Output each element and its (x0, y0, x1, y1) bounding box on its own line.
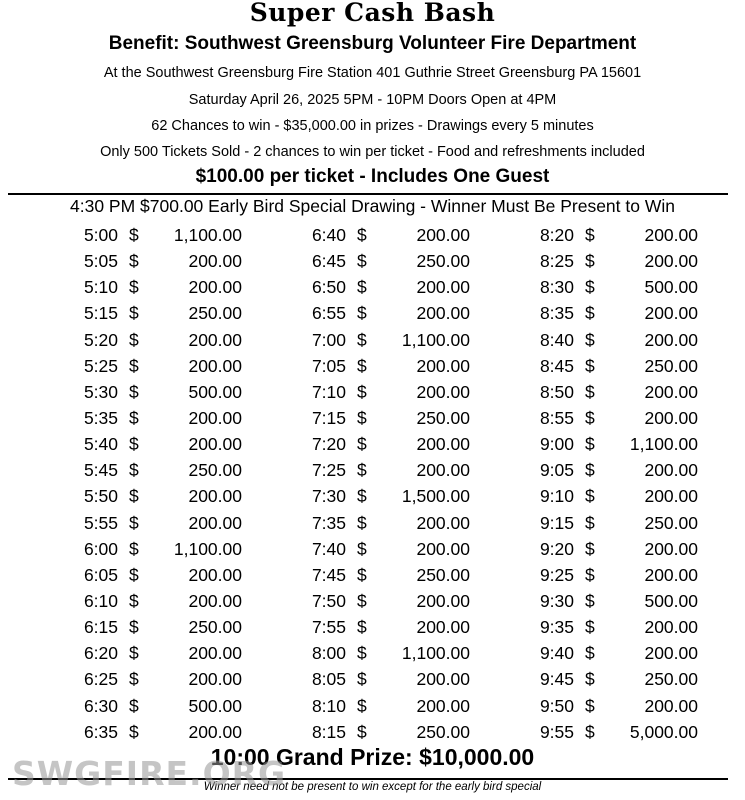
prize-amount: 200.00 (188, 251, 242, 272)
schedule-row (308, 405, 548, 431)
prize-amount: 200.00 (644, 225, 698, 245)
drawing-time: 5:05 (83, 251, 118, 272)
currency-symbol: $ (129, 329, 139, 350)
schedule-row (536, 222, 745, 248)
currency-symbol: $ (129, 251, 139, 272)
schedule-row (80, 248, 320, 274)
drawing-time: 8:10 (311, 695, 346, 716)
drawing-time: 8:20 (539, 225, 574, 245)
prize-amount: 1,100.00 (173, 538, 242, 559)
prize-amount: 1,100.00 (401, 329, 470, 350)
drawing-time: 6:05 (83, 564, 118, 585)
prize-amount: 200.00 (188, 486, 242, 507)
currency-symbol: $ (585, 486, 595, 507)
currency-symbol: $ (129, 590, 139, 611)
drawing-time: 7:45 (311, 564, 346, 585)
drawing-time: 9:15 (539, 512, 574, 533)
drawing-time: 9:30 (539, 590, 574, 611)
currency-symbol: $ (129, 721, 139, 742)
prize-amount: 200.00 (644, 695, 698, 716)
drawing-time: 5:40 (83, 434, 118, 455)
prize-amount: 200.00 (188, 277, 242, 298)
prize-amount: 200.00 (644, 251, 698, 272)
schedule-row (80, 457, 320, 483)
prize-amount: 200.00 (188, 564, 242, 585)
drawing-time: 8:30 (539, 277, 574, 298)
prize-amount: 200.00 (644, 407, 698, 428)
prize-amount: 1,100.00 (629, 434, 698, 455)
drawing-time: 7:10 (311, 381, 346, 402)
schedule-row (308, 719, 548, 745)
drawing-time: 9:35 (539, 617, 574, 638)
drawing-time: 8:35 (539, 303, 574, 324)
drawing-time: 8:05 (311, 669, 346, 690)
early-bird-line: 4:30 PM $700.00 Early Bird Special Drawing - Winner Must Be Present to Win (70, 196, 675, 216)
prize-amount: 200.00 (416, 695, 470, 716)
chances-line: 62 Chances to win - $35,000.00 in prizes - Drawings every 5 minutes (151, 118, 594, 134)
drawing-time: 8:00 (311, 643, 346, 664)
drawing-time: 6:35 (83, 721, 118, 742)
currency-symbol: $ (585, 669, 595, 690)
schedule-row (308, 431, 548, 457)
schedule-row (80, 327, 320, 353)
prize-amount: 5,000.00 (629, 721, 698, 742)
schedule-row (80, 719, 320, 745)
prize-amount: 200.00 (644, 329, 698, 350)
prize-amount: 200.00 (188, 721, 242, 742)
schedule-row (308, 379, 548, 405)
prize-amount: 200.00 (416, 355, 470, 376)
prize-amount: 200.00 (644, 538, 698, 559)
drawing-time: 6:15 (83, 617, 118, 638)
schedule-row (80, 614, 320, 640)
prize-amount: 250.00 (416, 721, 470, 742)
schedule-row (536, 483, 745, 509)
schedule-row (80, 588, 320, 614)
prize-amount: 250.00 (644, 512, 698, 533)
drawing-time: 6:10 (83, 590, 118, 611)
currency-symbol: $ (585, 277, 595, 298)
drawing-time: 5:35 (83, 407, 118, 428)
prize-amount: 250.00 (188, 303, 242, 324)
schedule-row (308, 457, 548, 483)
watermark-logo: SWGFIRE.ORG (12, 754, 287, 793)
drawing-time: 7:40 (311, 538, 346, 559)
schedule-row (80, 510, 320, 536)
schedule-row (80, 274, 320, 300)
currency-symbol: $ (129, 460, 139, 481)
currency-symbol: $ (357, 277, 367, 298)
prize-amount: 500.00 (644, 277, 698, 298)
schedule-row (308, 353, 548, 379)
schedule-row (308, 222, 548, 248)
drawing-time: 9:20 (539, 538, 574, 559)
currency-symbol: $ (357, 512, 367, 533)
currency-symbol: $ (357, 590, 367, 611)
drawing-time: 7:50 (311, 590, 346, 611)
page-title: Super Cash Bash (249, 0, 496, 27)
prize-amount: 200.00 (188, 590, 242, 611)
prize-amount: 200.00 (644, 303, 698, 324)
schedule-row (308, 562, 548, 588)
currency-symbol: $ (129, 669, 139, 690)
prize-amount: 200.00 (416, 538, 470, 559)
currency-symbol: $ (357, 407, 367, 428)
prize-amount: 200.00 (416, 381, 470, 402)
prize-amount: 200.00 (188, 355, 242, 376)
prize-amount: 200.00 (416, 225, 470, 245)
drawing-time: 8:15 (311, 721, 346, 742)
drawing-time: 8:50 (539, 381, 574, 402)
drawing-time: 9:45 (539, 669, 574, 690)
drawing-time: 8:55 (539, 407, 574, 428)
drawing-time: 6:00 (83, 538, 118, 559)
currency-symbol: $ (129, 564, 139, 585)
drawing-time: 6:25 (83, 669, 118, 690)
drawing-time: 9:10 (539, 486, 574, 507)
currency-symbol: $ (357, 225, 367, 245)
prize-amount: 250.00 (644, 355, 698, 376)
drawing-time: 5:20 (83, 329, 118, 350)
drawing-time: 6:45 (311, 251, 346, 272)
prize-amount: 500.00 (188, 695, 242, 716)
tickets-line: Only 500 Tickets Sold - 2 chances to win per ticket - Food and refreshments included (100, 144, 645, 160)
drawing-time: 5:30 (83, 381, 118, 402)
schedule-row (308, 666, 548, 692)
schedule-row (536, 248, 745, 274)
drawing-time: 7:30 (311, 486, 346, 507)
prize-amount: 1,100.00 (173, 225, 242, 245)
prize-amount: 1,100.00 (401, 643, 470, 664)
drawing-time: 7:25 (311, 460, 346, 481)
prize-amount: 200.00 (644, 643, 698, 664)
schedule-column-3 (536, 222, 745, 745)
prize-amount: 200.00 (416, 617, 470, 638)
schedule-row (308, 483, 548, 509)
schedule-row (308, 536, 548, 562)
prize-amount: 200.00 (188, 329, 242, 350)
currency-symbol: $ (585, 538, 595, 559)
schedule-row (308, 588, 548, 614)
currency-symbol: $ (585, 617, 595, 638)
currency-symbol: $ (129, 538, 139, 559)
prize-amount: 250.00 (416, 251, 470, 272)
drawing-time: 8:25 (539, 251, 574, 272)
drawing-time: 5:15 (83, 303, 118, 324)
currency-symbol: $ (129, 643, 139, 664)
prize-amount: 200.00 (188, 669, 242, 690)
currency-symbol: $ (357, 251, 367, 272)
drawing-time: 6:40 (311, 225, 346, 245)
prize-amount: 200.00 (416, 512, 470, 533)
footnote: Winner need not be present to win except for the early bird special (203, 781, 542, 793)
currency-symbol: $ (585, 303, 595, 324)
drawing-time: 5:55 (83, 512, 118, 533)
prize-amount: 200.00 (188, 434, 242, 455)
ticket-price: $100.00 per ticket - Includes One Guest (195, 166, 550, 187)
schedule-row (80, 405, 320, 431)
currency-symbol: $ (129, 381, 139, 402)
schedule-row (308, 327, 548, 353)
schedule-row (536, 327, 745, 353)
date-line: Saturday April 26, 2025 5PM - 10PM Doors Open at 4PM (188, 92, 557, 108)
schedule-row (536, 431, 745, 457)
schedule-row (536, 693, 745, 719)
schedule-row (80, 222, 320, 248)
currency-symbol: $ (129, 407, 139, 428)
schedule-row (80, 666, 320, 692)
currency-symbol: $ (357, 460, 367, 481)
drawing-time: 6:20 (83, 643, 118, 664)
currency-symbol: $ (357, 721, 367, 742)
schedule-row (308, 640, 548, 666)
currency-symbol: $ (357, 486, 367, 507)
drawing-time: 7:20 (311, 434, 346, 455)
prize-amount: 500.00 (188, 381, 242, 402)
prize-amount: 200.00 (416, 303, 470, 324)
currency-symbol: $ (357, 303, 367, 324)
prize-amount: 200.00 (644, 617, 698, 638)
schedule-row (536, 536, 745, 562)
drawing-time: 6:30 (83, 695, 118, 716)
drawing-time: 9:50 (539, 695, 574, 716)
schedule-row (536, 666, 745, 692)
prize-amount: 250.00 (416, 407, 470, 428)
schedule-row (536, 353, 745, 379)
schedule-row (80, 483, 320, 509)
benefit-line: Benefit: Southwest Greensburg Volunteer Fire Department (108, 33, 637, 54)
schedule-row (308, 300, 548, 326)
drawing-time: 8:40 (539, 329, 574, 350)
drawing-time: 9:55 (539, 721, 574, 742)
schedule-row (80, 300, 320, 326)
schedule-row (308, 510, 548, 536)
currency-symbol: $ (129, 486, 139, 507)
prize-amount: 250.00 (188, 460, 242, 481)
currency-symbol: $ (357, 643, 367, 664)
drawing-time: 5:45 (83, 460, 118, 481)
drawing-time: 5:50 (83, 486, 118, 507)
currency-symbol: $ (585, 407, 595, 428)
currency-symbol: $ (357, 617, 367, 638)
prize-amount: 200.00 (644, 460, 698, 481)
schedule-row (80, 640, 320, 666)
schedule-row (536, 379, 745, 405)
currency-symbol: $ (129, 512, 139, 533)
currency-symbol: $ (585, 329, 595, 350)
currency-symbol: $ (357, 434, 367, 455)
currency-symbol: $ (585, 721, 595, 742)
schedule-row (536, 274, 745, 300)
prize-amount: 200.00 (416, 669, 470, 690)
schedule-row (80, 562, 320, 588)
prize-amount: 500.00 (644, 590, 698, 611)
schedule-column-2 (308, 222, 548, 745)
prize-amount: 200.00 (644, 381, 698, 402)
prize-amount: 250.00 (644, 669, 698, 690)
currency-symbol: $ (585, 512, 595, 533)
schedule-row (80, 693, 320, 719)
drawing-time: 8:45 (539, 355, 574, 376)
currency-symbol: $ (357, 695, 367, 716)
schedule-row (536, 588, 745, 614)
drawing-time: 7:05 (311, 355, 346, 376)
drawing-time: 5:10 (83, 277, 118, 298)
drawing-time: 5:25 (83, 355, 118, 376)
currency-symbol: $ (129, 617, 139, 638)
schedule-row (536, 614, 745, 640)
currency-symbol: $ (585, 251, 595, 272)
currency-symbol: $ (585, 590, 595, 611)
schedule-row (536, 562, 745, 588)
currency-symbol: $ (357, 564, 367, 585)
currency-symbol: $ (357, 538, 367, 559)
currency-symbol: $ (129, 303, 139, 324)
prize-amount: 200.00 (416, 590, 470, 611)
drawing-time: 6:50 (311, 277, 346, 298)
schedule-row (308, 693, 548, 719)
schedule-row (308, 248, 548, 274)
schedule-row (80, 536, 320, 562)
schedule-row (536, 510, 745, 536)
currency-symbol: $ (585, 643, 595, 664)
prize-amount: 1,500.00 (401, 486, 470, 507)
top-divider (8, 193, 728, 195)
currency-symbol: $ (585, 381, 595, 402)
drawing-time: 6:55 (311, 303, 346, 324)
currency-symbol: $ (357, 381, 367, 402)
drawing-time: 9:05 (539, 460, 574, 481)
prize-amount: 200.00 (188, 407, 242, 428)
currency-symbol: $ (129, 225, 139, 245)
schedule-row (536, 457, 745, 483)
currency-symbol: $ (585, 460, 595, 481)
currency-symbol: $ (585, 695, 595, 716)
schedule-row (308, 274, 548, 300)
currency-symbol: $ (129, 277, 139, 298)
drawing-time: 9:40 (539, 643, 574, 664)
prize-amount: 200.00 (416, 277, 470, 298)
drawing-time: 7:00 (311, 329, 346, 350)
drawing-time: 5:00 (83, 225, 118, 245)
currency-symbol: $ (585, 434, 595, 455)
prize-amount: 200.00 (644, 486, 698, 507)
prize-amount: 200.00 (416, 434, 470, 455)
prize-amount: 200.00 (188, 512, 242, 533)
prize-amount: 200.00 (188, 643, 242, 664)
currency-symbol: $ (357, 355, 367, 376)
schedule-row (536, 719, 745, 745)
currency-symbol: $ (585, 355, 595, 376)
currency-symbol: $ (129, 434, 139, 455)
schedule-row (536, 640, 745, 666)
currency-symbol: $ (129, 695, 139, 716)
schedule-row (536, 300, 745, 326)
schedule-row (80, 431, 320, 457)
prize-amount: 250.00 (188, 617, 242, 638)
currency-symbol: $ (585, 225, 595, 245)
currency-symbol: $ (357, 669, 367, 690)
schedule-column-1 (80, 222, 320, 745)
schedule-row (80, 379, 320, 405)
drawing-time: 7:15 (311, 407, 346, 428)
currency-symbol: $ (129, 355, 139, 376)
schedule-row (536, 405, 745, 431)
currency-symbol: $ (357, 329, 367, 350)
schedule-row (80, 353, 320, 379)
prize-amount: 250.00 (416, 564, 470, 585)
prize-amount: 200.00 (644, 564, 698, 585)
drawing-time: 7:35 (311, 512, 346, 533)
grand-prize: 10:00 Grand Prize: $10,000.00 (210, 744, 535, 770)
location-line: At the Southwest Greensburg Fire Station 401 Guthrie Street Greensburg PA 15601 (103, 65, 642, 81)
prize-amount: 200.00 (416, 460, 470, 481)
currency-symbol: $ (585, 564, 595, 585)
drawing-time: 7:55 (311, 617, 346, 638)
drawing-time: 9:25 (539, 564, 574, 585)
schedule-row (308, 614, 548, 640)
drawing-time: 9:00 (539, 434, 574, 455)
